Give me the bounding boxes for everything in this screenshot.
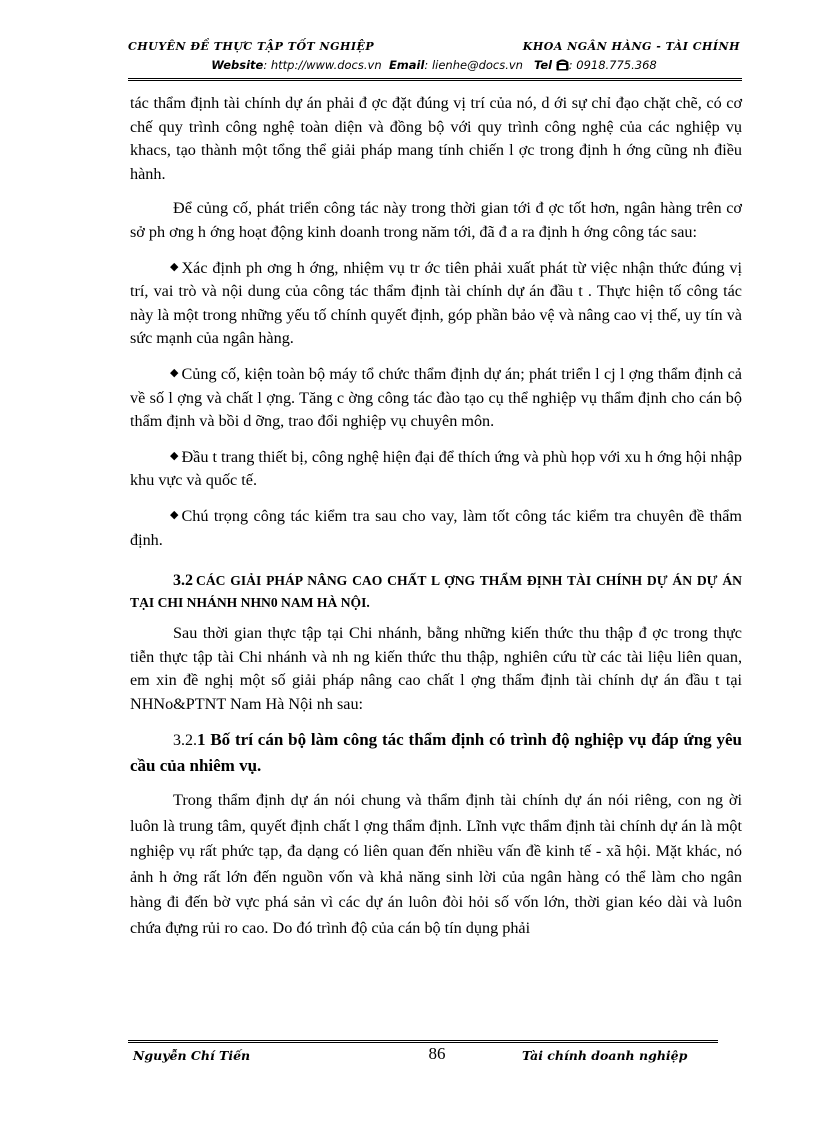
- email-value: : lienhe@docs.vn: [424, 58, 523, 72]
- paragraph-orientation: Để củng cố, phát triển công tác này trong thời gian tới đ ợc tốt hơn, ngân hàng trên cơ sở ph ơng h ớng hoạt động kinh doanh trong năm tới, đã đ a ra định h ớng công tác sau:: [130, 199, 742, 241]
- diamond-bullet-icon: ◆: [170, 366, 179, 379]
- section-number: 3.2: [173, 572, 193, 590]
- phone-icon: [556, 59, 569, 74]
- bullet-item: ◆ Đầu t trang thiết bị, công nghệ hiện đại để thích ứng và phù họp với xu h ớng hội nhập khu vực và quốc tế.: [130, 445, 742, 493]
- subsection-title: 1 Bố trí cán bộ làm công tác thẩm định có trình độ nghiệp vụ đáp ứng yêu cầu của nhiêm vụ.: [130, 730, 742, 776]
- section-heading: [130, 570, 742, 614]
- diamond-bullet-icon: ◆: [170, 508, 179, 521]
- tel-label: Tel: [533, 58, 553, 72]
- footer-divider: [128, 1040, 718, 1043]
- section-title: CÁC GIẢI PHÁP NÂNG CAO CHẤT L ỢNG THẨM ĐỊNH TÀI CHÍNH DỰ ÁN DỰ ÁN TẠI CHI NHÁNH NHN0 NAM HÀ NỘI.: [130, 573, 742, 611]
- bullet-item: ◆ Củng cố, kiện toàn bộ máy tổ chức thẩm định dự án; phát triển l cj l ợng thẩm định cả về số l ợng và chất l ợng. Tăng c ờng công tác đào tạo cụ thể nghiệp vụ thẩm định cho cán bộ thẩm định và bồi d ỡng, trao đổi nghiệp vụ chuyên môn.: [130, 362, 742, 434]
- email-label: Email: [388, 58, 425, 72]
- page-number: 86: [428, 1044, 446, 1063]
- tel-value: : 0918.775.368: [568, 58, 657, 72]
- page-header: [128, 40, 740, 56]
- paragraph-continuation: tác thẩm định tài chính dự án phải đ ợc đặt đúng vị trí của nó, d ới sự chỉ đạo chặt chẽ, có cơ chế quy trình công nghệ toàn diện và đồng bộ với quy trình công nghệ của các nghiệp vụ khacs, tạo thành một tổng thể giải pháp mang tính chiến l ợc trong định h ớng cũng nh điều hành.: [130, 94, 742, 183]
- diamond-bullet-icon: ◆: [170, 449, 179, 462]
- header-contact-line: [128, 58, 740, 74]
- website-label: Website: [211, 58, 264, 72]
- footer-subject: Tài chính doanh nghiệp: [522, 1048, 688, 1063]
- website-value: : http://www.docs.vn: [263, 58, 382, 72]
- subsection-number: 3.2.: [173, 732, 197, 750]
- paragraph-body: Trong thẩm định dự án nói chung và thẩm định tài chính dự án nói riêng, con ng ời luôn là trung tâm, quyết định chất l ợng thẩm định. Lĩnh vực thẩm định tài chính dự án là một nghiệp vụ rất phức tạp, đa dạng có liên quan đến nhiều vấn đề kinh tế - xã hội. Mặt khác, nó ảnh h ởng rất lớn đến nguồn vốn và khả năng sinh lời của ngân hàng có thể làm cho ngân hàng đi đến bờ vực phá sản vì các dự án luôn đòi hỏi số vốn lớn, thời gian kéo dài và luôn chứa đựng rủi ro cao. Do đó trình độ của cán bộ tín dụng phải: [130, 791, 742, 937]
- diamond-bullet-icon: ◆: [170, 260, 179, 273]
- bullet-item: ◆ Xác định ph ơng h ớng, nhiệm vụ tr ớc tiên phải xuất phát từ việc nhận thức đúng vị trí, vai trò và nội dung của công tác thẩm định tài chính dự án đầu t . Thực hiện tố công tác này là một trong những yếu tố chính quyết định, góp phần bảo vệ và nâng cao vị thế, uy tín và sức mạnh của ngân hàng.: [130, 256, 742, 351]
- header-right-title: KHOA NGÂN HÀNG - TÀI CHÍNH: [522, 40, 740, 53]
- paragraph-intro: Sau thời gian thực tập tại Chi nhánh, bằng những kiến thức thu thập đ ợc trong thực tiễn thực tập tài Chi nhánh và nh ng kiến thức thu thập, nghiên cứu từ các tài liệu liên quan, em xin đề nghị một số giải pháp nâng cao chất l ợng thẩm định tài chính dự án đầu t tại NHNo&PTNT Nam Hà Nội nh sau:: [130, 624, 742, 713]
- footer-author: Nguyễn Chí Tiến: [133, 1048, 251, 1063]
- header-divider: [128, 78, 742, 81]
- bullet-item: ◆ Chú trọng công tác kiểm tra sau cho vay, làm tốt công tác kiểm tra chuyên đề thẩm định.: [130, 504, 742, 552]
- subsection-heading: [130, 727, 742, 778]
- header-left-title: CHUYÊN ĐỀ THỰC TẬP TỐT NGHIỆP: [128, 40, 375, 53]
- document-body: [130, 92, 742, 952]
